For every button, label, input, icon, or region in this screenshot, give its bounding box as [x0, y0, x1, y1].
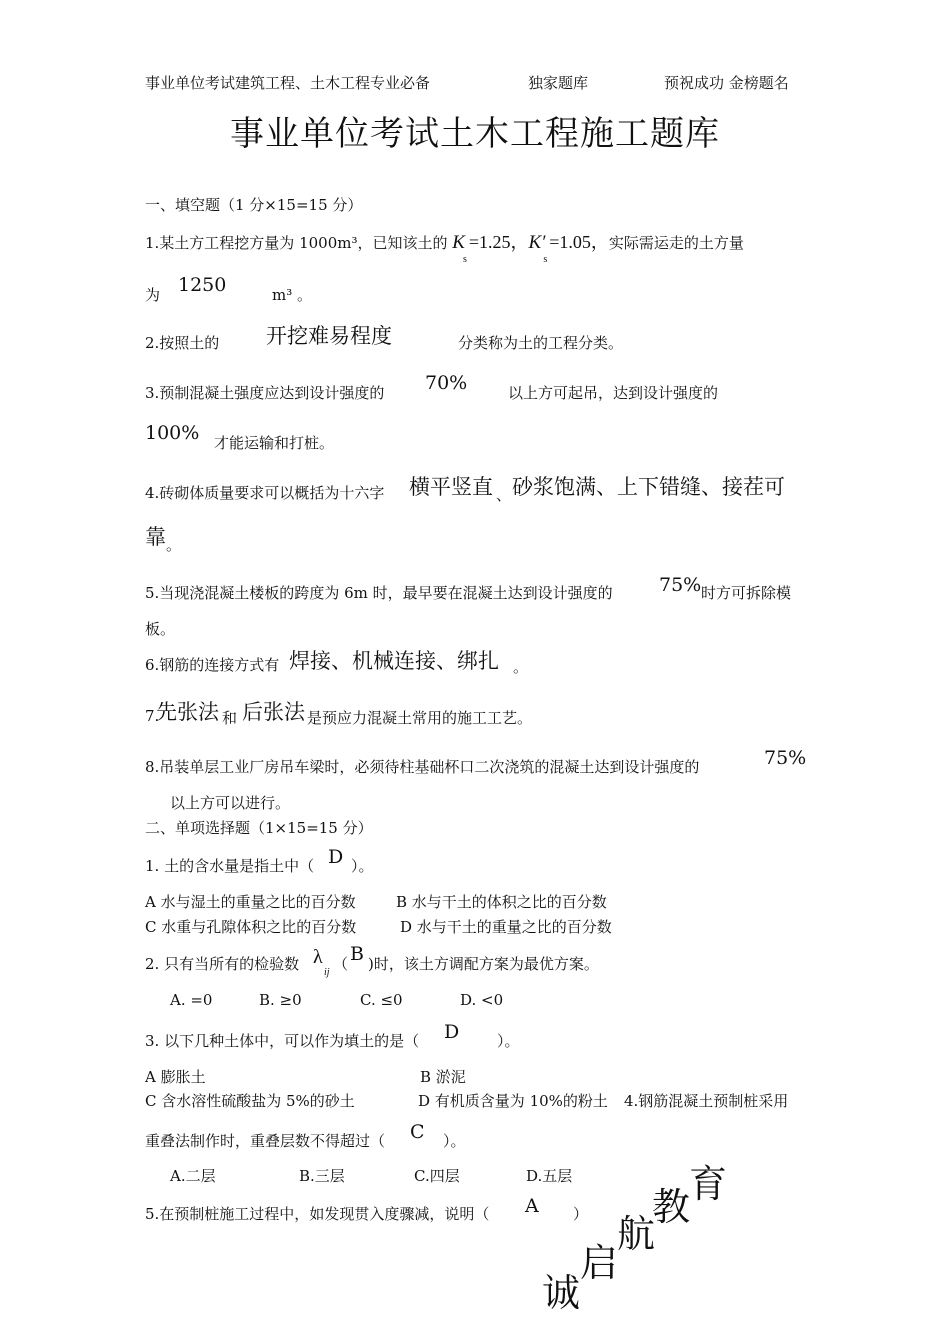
s1-q5-answer: 75%	[659, 574, 702, 596]
ks-subscript: s	[462, 254, 467, 265]
s2-q2-lambda: λ	[313, 946, 323, 968]
s1-q2-answer: 开挖难易程度	[266, 324, 392, 348]
s1-q2-prefix: 2.按照土的	[145, 334, 220, 352]
s2-q2-suffix: )时，该土方调配方案为最优方案。	[368, 955, 599, 973]
s2-q1-answer: D	[328, 846, 344, 868]
s1-q5-suffix2: 板。	[145, 620, 176, 638]
s1-q8-suffix: 以上方可以进行。	[170, 794, 291, 812]
s1-q1-text-a: 1.某土方工程挖方量为 1000m³，已知该土的	[145, 234, 453, 252]
s2-q1-option-b: B 水与干土的体积之比的百分数	[396, 893, 607, 911]
s2-q2-prefix: 2. 只有当所有的检验数	[145, 955, 300, 973]
header-middle: 独家题库	[528, 74, 589, 92]
header-left: 事业单位考试建筑工程、土木工程专业必备	[145, 74, 431, 92]
s1-q7-answer2: 后张法	[242, 700, 305, 724]
s1-q6-answer: 焊接、机械连接、绑扎	[289, 649, 499, 673]
s1-q7-answer1: 先张法	[156, 700, 219, 724]
s2-q2-answer: B	[350, 943, 364, 965]
watermark-char-3: 航	[617, 1212, 656, 1256]
section2-heading: 二、单项选择题（1×15=15 分）	[145, 819, 373, 837]
s2-q3-option-c: C 含水溶性硫酸盐为 5%的砂土	[145, 1092, 355, 1110]
s2-q2-option-b: B. ≥0	[259, 991, 302, 1009]
s2-q2-paren-open: （	[333, 955, 349, 973]
s2-q2-option-c: C. ≤0	[360, 991, 403, 1009]
page-title: 事业单位考试土木工程施工题库	[230, 114, 720, 154]
s2-q1-suffix: ）。	[351, 857, 374, 875]
section1-heading: 一、填空题（1 分×15=15 分）	[145, 196, 363, 214]
s2-q4-option-d: D.五层	[526, 1167, 573, 1185]
s2-q3-prefix: 3. 以下几种土体中，可以作为填土的是（	[145, 1032, 420, 1050]
s2-q4-suffix: ）。	[443, 1132, 466, 1150]
s1-q1-text-b: 实际需运走的土方量	[608, 234, 744, 252]
s1-q2-suffix: 分类称为土的工程分类。	[458, 334, 624, 352]
s2-q1-prefix: 1. 土的含水量是指土中（	[145, 857, 315, 875]
s2-q4-line2: 重叠法制作时，重叠层数不得超过（	[145, 1132, 386, 1150]
watermark-char-5: 育	[689, 1162, 728, 1206]
s2-q4-option-c: C.四层	[414, 1167, 460, 1185]
s1-q3-answer1: 70%	[425, 372, 468, 394]
s2-q5-prefix: 5.在预制桩施工过程中，如发现贯入度骤减，说明（	[145, 1205, 490, 1223]
s2-q1-option-d: D 水与干土的重量之比的百分数	[400, 918, 612, 936]
s1-q1-unit: m³ 。	[272, 286, 313, 304]
s1-q4-end: 。	[166, 536, 182, 554]
s1-q3-middle: 以上方可起吊，达到设计强度的	[508, 384, 719, 402]
s2-q4-prefix: 4.钢筋混凝土预制桩采用	[624, 1092, 789, 1110]
s1-q6-suffix: 。	[513, 658, 529, 676]
ks-symbol: K	[452, 232, 465, 253]
s1-q5-prefix: 5.当现浇混凝土楼板的跨度为 6m 时，最早要在混凝土达到设计强度的	[145, 584, 613, 602]
s1-q4-answer-b: 砂浆饱满、上下错缝、接茬可	[512, 475, 785, 499]
s1-q4-answer-a: 横平竖直	[409, 475, 493, 499]
s1-q3-suffix: 才能运输和打桩。	[214, 434, 335, 452]
s1-q3-prefix: 3.预制混凝土强度应达到设计强度的	[145, 384, 385, 402]
ksp-symbol: K′	[528, 232, 546, 253]
s2-q3-option-a: A 膨胀土	[145, 1068, 206, 1086]
s2-q3-answer: D	[444, 1021, 460, 1043]
s2-q1-option-a: A 水与湿土的重量之比的百分数	[145, 893, 356, 911]
s1-q5-suffix: 时方可拆除模	[701, 584, 792, 602]
s1-q8-prefix: 8.吊装单层工业厂房吊车梁时，必须待柱基础杯口二次浇筑的混凝土达到设计强度的	[145, 758, 700, 776]
watermark-char-4: 教	[652, 1185, 691, 1229]
s1-q4-answer-c: 靠	[145, 525, 166, 549]
s2-q2-option-d: D. <0	[460, 991, 504, 1009]
s1-q4-sep: 、	[496, 486, 512, 504]
s1-q7-num: 7.	[145, 707, 160, 725]
s1-q1-answer: 1250	[178, 274, 227, 296]
s1-q4-prefix: 4.砖砌体质量要求可以概括为十六字	[145, 484, 385, 502]
s2-q5-answer: A	[525, 1195, 539, 1217]
s1-q6-prefix: 6.钢筋的连接方式有	[145, 656, 280, 674]
watermark-char-1: 诚	[542, 1271, 581, 1315]
s2-q4-answer: C	[410, 1121, 425, 1143]
watermark-char-2: 启	[580, 1241, 619, 1285]
s2-q3-option-b: B 淤泥	[420, 1068, 466, 1086]
s1-q8-answer: 75%	[764, 747, 807, 769]
s2-q5-suffix: ）	[573, 1205, 589, 1223]
s1-q3-answer2: 100%	[145, 422, 200, 444]
s1-q7-suffix: 是预应力混凝土常用的施工工艺。	[307, 709, 533, 727]
s2-q3-option-d: D 有机质含量为 10%的粉土	[418, 1092, 608, 1110]
s1-q1-ksp	[528, 232, 609, 265]
s2-q2-option-a: A. =0	[170, 991, 213, 1009]
s2-q4-option-b: B.三层	[299, 1167, 345, 1185]
s2-q1-option-c: C 水重与孔隙体积之比的百分数	[145, 918, 357, 936]
header-right: 预祝成功 金榜题名	[664, 74, 789, 92]
s2-q2-lambda-sub: ij	[324, 967, 330, 978]
s2-q4-option-a: A.二层	[170, 1167, 216, 1185]
ks-value: =1.25，	[468, 232, 529, 252]
s1-q1-ks	[452, 232, 529, 265]
ksp-subscript: s	[543, 254, 548, 265]
s1-q7-and: 和	[222, 709, 238, 727]
s1-q1-prefix: 为	[145, 286, 161, 304]
ksp-value: =1.05，	[549, 232, 609, 252]
s1-q1-line1	[145, 228, 744, 265]
s2-q3-suffix: ）。	[497, 1032, 520, 1050]
